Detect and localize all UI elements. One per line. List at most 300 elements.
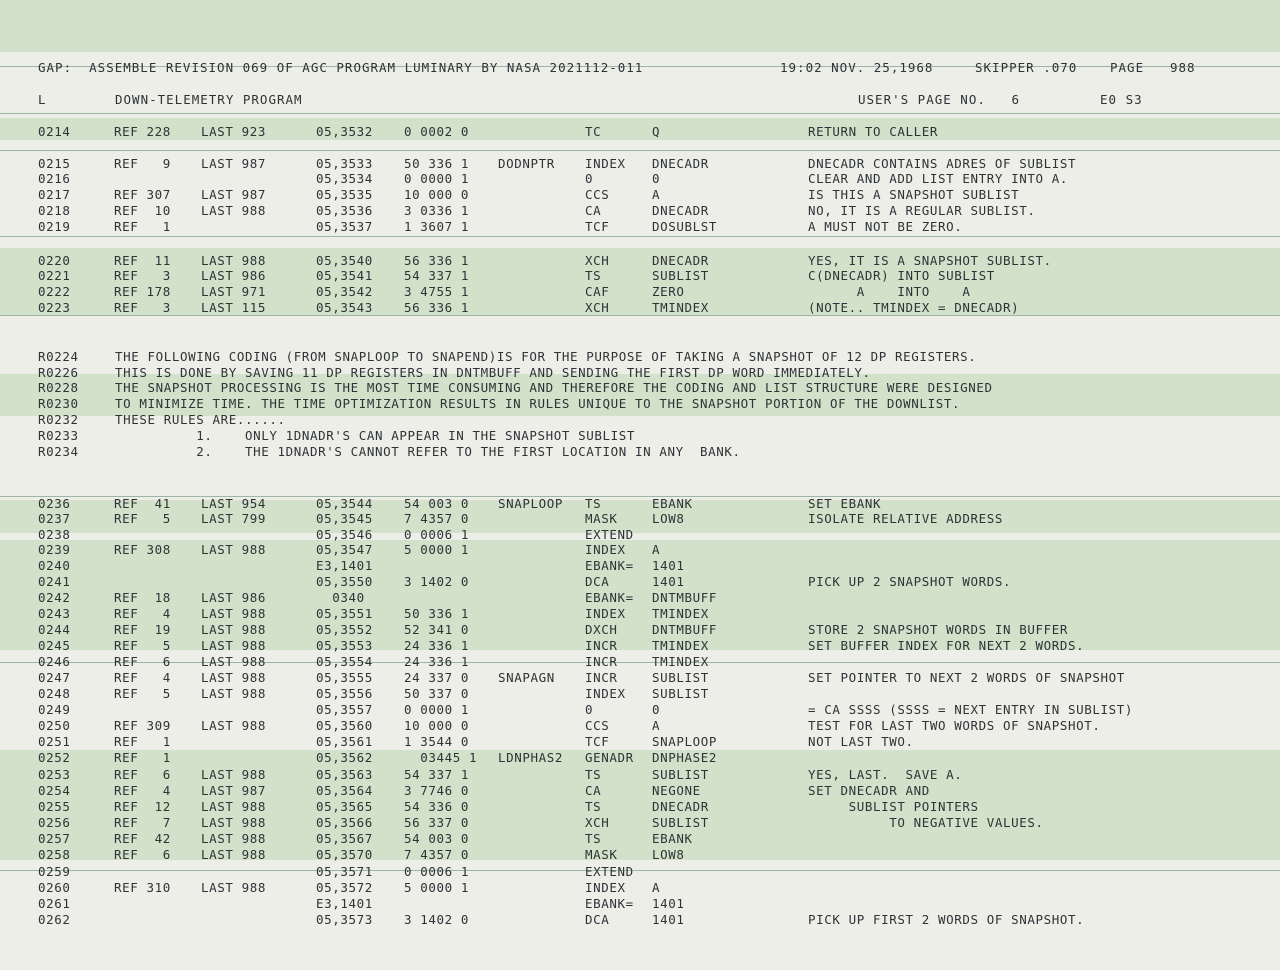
listing-arg: SNAPLOOP — [652, 734, 718, 749]
listing-cmt: PICK UP 2 SNAPSHOT WORDS. — [808, 574, 1012, 589]
listing-addr: 05,3537 — [316, 219, 373, 234]
listing-arg: 0 — [652, 171, 661, 186]
listing-arg: 1401 — [652, 912, 685, 927]
listing-arg: DNTMBUFF — [652, 590, 718, 605]
listing-op: TCF — [585, 734, 610, 749]
listing-ref: REF 12 — [114, 799, 171, 814]
listing-op: EBANK= — [585, 558, 634, 573]
listing-arg: SUBLIST — [652, 268, 709, 283]
eo-label: E0 S3 — [1100, 92, 1143, 107]
listing-code: 3 1402 0 — [404, 912, 470, 927]
listing-op: XCH — [585, 300, 610, 315]
listing-addr: E3,1401 — [316, 558, 373, 573]
listing-cmt: STORE 2 SNAPSHOT WORDS IN BUFFER — [808, 622, 1069, 637]
listing-num: 0236 — [38, 496, 71, 511]
listing-num: 0254 — [38, 783, 71, 798]
listing-text: TO MINIMIZE TIME. THE TIME OPTIMIZATION RESULTS IN RULES UNIQUE TO THE SNAPSHOT PORTION OF THE DOWNLIST. — [115, 396, 961, 411]
listing-cmt: YES, LAST. SAVE A. — [808, 767, 963, 782]
listing-op: TCF — [585, 219, 610, 234]
listing-addr: 05,3557 — [316, 702, 373, 717]
listing-row — [0, 219, 1280, 235]
listing-row — [0, 831, 1280, 847]
listing-op: CA — [585, 783, 602, 798]
listing-arg: A — [652, 187, 661, 202]
listing-op: TS — [585, 268, 602, 283]
listing-addr: 05,3540 — [316, 253, 373, 268]
listing-num: 0258 — [38, 847, 71, 862]
listing-op: TS — [585, 767, 602, 782]
listing-cmt: RETURN TO CALLER — [808, 124, 939, 139]
listing-addr: 05,3570 — [316, 847, 373, 862]
listing-ref: REF 4 — [114, 606, 171, 621]
listing-row — [0, 750, 1280, 766]
listing-code: 52 341 0 — [404, 622, 470, 637]
listing-code: 3 4755 1 — [404, 284, 470, 299]
listing-row — [0, 396, 1280, 412]
listing-op: CCS — [585, 187, 610, 202]
listing-row — [0, 590, 1280, 606]
listing-row — [0, 686, 1280, 702]
listing-row — [0, 654, 1280, 670]
listing-row — [0, 428, 1280, 444]
program-line: GAP: ASSEMBLE REVISION 069 OF AGC PROGRAM LUMINARY BY NASA 2021112-011 — [38, 60, 644, 75]
listing-code: 0 0006 1 — [404, 864, 470, 879]
listing-code: 0 0002 0 — [404, 124, 470, 139]
listing-arg: DOSUBLST — [652, 219, 718, 234]
listing-arg: SUBLIST — [652, 815, 709, 830]
listing-code: 0 0006 1 — [404, 527, 470, 542]
listing-label: LDNPHAS2 — [498, 750, 564, 765]
listing-addr: 05,3566 — [316, 815, 373, 830]
paper-band — [0, 0, 1280, 52]
listing-code: 7 4357 0 — [404, 847, 470, 862]
listing-op: 0 — [585, 171, 594, 186]
listing-num: 0250 — [38, 718, 71, 733]
listing-op: INDEX — [585, 156, 626, 171]
listing-num: 0245 — [38, 638, 71, 653]
listing-arg: DNPHASE2 — [652, 750, 718, 765]
listing-arg: DNECADR — [652, 203, 709, 218]
listing-cmt: SET BUFFER INDEX FOR NEXT 2 WORDS. — [808, 638, 1085, 653]
section-header — [0, 92, 1280, 108]
listing-code: 50 337 0 — [404, 686, 470, 701]
listing-last: LAST 988 — [201, 767, 267, 782]
listing-op: INDEX — [585, 606, 626, 621]
listing-code: 03445 1 — [404, 750, 478, 765]
listing-last: LAST 115 — [201, 300, 267, 315]
listing-row — [0, 783, 1280, 799]
listing-text: THE SNAPSHOT PROCESSING IS THE MOST TIME CONSUMING AND THEREFORE THE CODING AND LIST STRUCTURE WERE DESIGNED — [115, 380, 993, 395]
listing-row — [0, 799, 1280, 815]
listing-addr: 05,3536 — [316, 203, 373, 218]
listing-op: TS — [585, 831, 602, 846]
listing-ref: REF 309 — [114, 718, 171, 733]
listing-addr: 05,3543 — [316, 300, 373, 315]
listing-cmt: YES, IT IS A SNAPSHOT SUBLIST. — [808, 253, 1052, 268]
listing-last: LAST 923 — [201, 124, 267, 139]
listing-arg: ZERO — [652, 284, 685, 299]
listing-code: 1 3544 0 — [404, 734, 470, 749]
listing-code: 24 336 1 — [404, 654, 470, 669]
listing-num: R0224 — [38, 349, 79, 364]
listing-cmt: IS THIS A SNAPSHOT SUBLIST — [808, 187, 1020, 202]
listing-last: LAST 971 — [201, 284, 267, 299]
listing-last: LAST 986 — [201, 590, 267, 605]
listing-row — [0, 912, 1280, 928]
listing-text: 2. THE 1DNADR'S CANNOT REFER TO THE FIRST LOCATION IN ANY BANK. — [115, 444, 741, 459]
listing-num: 0241 — [38, 574, 71, 589]
listing-cmt: TEST FOR LAST TWO WORDS OF SNAPSHOT. — [808, 718, 1101, 733]
listing-row — [0, 284, 1280, 300]
listing-ref: REF 1 — [114, 734, 171, 749]
page-label: PAGE — [1110, 60, 1145, 75]
listing-num: 0242 — [38, 590, 71, 605]
listing-row — [0, 187, 1280, 203]
listing-row — [0, 734, 1280, 750]
listing-ref: REF 6 — [114, 847, 171, 862]
listing-cmt: DNECADR CONTAINS ADRES OF SUBLIST — [808, 156, 1077, 171]
listing-arg: LOW8 — [652, 511, 685, 526]
listing-row — [0, 124, 1280, 140]
listing-op: EBANK= — [585, 590, 634, 605]
listing-ref: REF 5 — [114, 686, 171, 701]
listing-last: LAST 987 — [201, 187, 267, 202]
listing-ref: REF 7 — [114, 815, 171, 830]
listing-code: 54 003 0 — [404, 831, 470, 846]
listing-code: 7 4357 0 — [404, 511, 470, 526]
listing-num: 0249 — [38, 702, 71, 717]
listing-arg: NEGONE — [652, 783, 701, 798]
listing-code: 0 0000 1 — [404, 702, 470, 717]
listing-addr: 05,3556 — [316, 686, 373, 701]
listing-op: CAF — [585, 284, 610, 299]
listing-cmt: (NOTE.. TMINDEX = DNECADR) — [808, 300, 1020, 315]
listing-row — [0, 496, 1280, 512]
listing-arg: SUBLIST — [652, 670, 709, 685]
listing-text: 1. ONLY 1DNADR'S CAN APPEAR IN THE SNAPSHOT SUBLIST — [115, 428, 636, 443]
listing-addr: 05,3572 — [316, 880, 373, 895]
listing-num: 0214 — [38, 124, 71, 139]
listing-addr: 0340 — [316, 590, 365, 605]
listing-op: EBANK= — [585, 896, 634, 911]
listing-num: 0238 — [38, 527, 71, 542]
listing-last: LAST 988 — [201, 670, 267, 685]
listing-addr: 05,3542 — [316, 284, 373, 299]
listing-op: MASK — [585, 511, 618, 526]
listing-row — [0, 542, 1280, 558]
listing-ref: REF 9 — [114, 156, 171, 171]
listing-row — [0, 558, 1280, 574]
listing-ref: REF 308 — [114, 542, 171, 557]
listing-code: 0 0000 1 — [404, 171, 470, 186]
listing-num: 0244 — [38, 622, 71, 637]
listing-op: INCR — [585, 638, 618, 653]
listing-row — [0, 847, 1280, 863]
listing-op: XCH — [585, 253, 610, 268]
listing-arg: LOW8 — [652, 847, 685, 862]
listing-last: LAST 988 — [201, 880, 267, 895]
listing-ref: REF 310 — [114, 880, 171, 895]
listing-last: LAST 988 — [201, 622, 267, 637]
listing-num: 0259 — [38, 864, 71, 879]
listing-addr: 05,3561 — [316, 734, 373, 749]
listing-text: THE FOLLOWING CODING (FROM SNAPLOOP TO SNAPEND)IS FOR THE PURPOSE OF TAKING A SNAPSHOT OF 12 DP REGISTERS. — [115, 349, 977, 364]
listing-num: 0243 — [38, 606, 71, 621]
listing-op: EXTEND — [585, 527, 634, 542]
listing-ref: REF 6 — [114, 767, 171, 782]
listing-cmt: SET EBANK — [808, 496, 882, 511]
listing-row — [0, 880, 1280, 896]
listing-num: 0220 — [38, 253, 71, 268]
listing-addr: 05,3554 — [316, 654, 373, 669]
listing-row — [0, 670, 1280, 686]
listing-num: 0240 — [38, 558, 71, 573]
listing-ref: REF 5 — [114, 638, 171, 653]
listing-row — [0, 574, 1280, 590]
listing-arg: DNECADR — [652, 253, 709, 268]
listing-cmt: A INTO A — [808, 284, 971, 299]
listing-num: R0228 — [38, 380, 79, 395]
listing-code: 5 0000 1 — [404, 542, 470, 557]
listing-row — [0, 444, 1280, 460]
listing-ref: REF 18 — [114, 590, 171, 605]
listing-addr: 05,3544 — [316, 496, 373, 511]
listing-addr: 05,3550 — [316, 574, 373, 589]
listing-cmt: TO NEGATIVE VALUES. — [808, 815, 1044, 830]
listing-addr: 05,3546 — [316, 527, 373, 542]
listing-row — [0, 412, 1280, 428]
listing-arg: A — [652, 718, 661, 733]
listing-arg: DNECADR — [652, 799, 709, 814]
listing-last: LAST 987 — [201, 783, 267, 798]
listing-addr: 05,3564 — [316, 783, 373, 798]
listing-op: INCR — [585, 654, 618, 669]
listing-last: LAST 988 — [201, 847, 267, 862]
listing-num: 0248 — [38, 686, 71, 701]
listing-addr: 05,3545 — [316, 511, 373, 526]
listing-num: 0262 — [38, 912, 71, 927]
listing-code: 56 336 1 — [404, 253, 470, 268]
listing-code: 24 336 1 — [404, 638, 470, 653]
listing-op: DXCH — [585, 622, 618, 637]
listing-op: DCA — [585, 912, 610, 927]
listing-cmt: CLEAR AND ADD LIST ENTRY INTO A. — [808, 171, 1069, 186]
listing-num: 0253 — [38, 767, 71, 782]
listing-last: LAST 988 — [201, 686, 267, 701]
listing-num: 0256 — [38, 815, 71, 830]
listing-arg: 1401 — [652, 558, 685, 573]
listing-row — [0, 896, 1280, 912]
listing-num: 0247 — [38, 670, 71, 685]
listing-op: TC — [585, 124, 602, 139]
listing-num: 0218 — [38, 203, 71, 218]
listing-code: 54 337 1 — [404, 767, 470, 782]
listing-num: 0255 — [38, 799, 71, 814]
listing-ref: REF 3 — [114, 300, 171, 315]
listing-addr: 05,3532 — [316, 124, 373, 139]
listing-num: 0261 — [38, 896, 71, 911]
listing-op: TS — [585, 799, 602, 814]
listing-arg: 0 — [652, 702, 661, 717]
section-mark: L — [38, 92, 47, 107]
listing-last: LAST 988 — [201, 542, 267, 557]
listing-addr: 05,3573 — [316, 912, 373, 927]
paper-rule — [0, 150, 1280, 151]
users-page-number: USER'S PAGE NO. 6 — [858, 92, 1020, 107]
listing-arg: Q — [652, 124, 661, 139]
paper-rule — [0, 236, 1280, 237]
listing-op: INDEX — [585, 542, 626, 557]
listing-op: DCA — [585, 574, 610, 589]
listing-ref: REF 178 — [114, 284, 171, 299]
listing-num: R0232 — [38, 412, 79, 427]
listing-arg: SUBLIST — [652, 767, 709, 782]
listing-row — [0, 511, 1280, 527]
listing-arg: TMINDEX — [652, 300, 709, 315]
listing-num: R0234 — [38, 444, 79, 459]
listing-row — [0, 203, 1280, 219]
listing-last: LAST 988 — [201, 203, 267, 218]
listing-arg: EBANK — [652, 496, 693, 511]
listing-addr: 05,3552 — [316, 622, 373, 637]
listing-code: 10 000 0 — [404, 187, 470, 202]
listing-addr: 05,3565 — [316, 799, 373, 814]
listing-row — [0, 268, 1280, 284]
listing-num: 0217 — [38, 187, 71, 202]
listing-text: THESE RULES ARE...... — [115, 412, 286, 427]
listing-num: 0215 — [38, 156, 71, 171]
listing-cmt: A MUST NOT BE ZERO. — [808, 219, 963, 234]
listing-num: R0230 — [38, 396, 79, 411]
listing-addr: 05,3553 — [316, 638, 373, 653]
listing-cmt: SET POINTER TO NEXT 2 WORDS OF SNAPSHOT — [808, 670, 1125, 685]
listing-addr: 05,3551 — [316, 606, 373, 621]
listing-ref: REF 11 — [114, 253, 171, 268]
listing-num: 0239 — [38, 542, 71, 557]
listing-code: 50 336 1 — [404, 606, 470, 621]
listing-cmt: SET DNECADR AND — [808, 783, 930, 798]
listing-code: 3 1402 0 — [404, 574, 470, 589]
listing-ref: REF 5 — [114, 511, 171, 526]
listing-ref: REF 1 — [114, 219, 171, 234]
listing-last: LAST 954 — [201, 496, 267, 511]
listing-code: 56 336 1 — [404, 300, 470, 315]
listing-code: 54 336 0 — [404, 799, 470, 814]
listing-num: 0252 — [38, 750, 71, 765]
listing-arg: SUBLIST — [652, 686, 709, 701]
listing-code: 3 0336 1 — [404, 203, 470, 218]
listing-arg: DNTMBUFF — [652, 622, 718, 637]
paper-rule — [0, 113, 1280, 114]
listing-code: 1 3607 1 — [404, 219, 470, 234]
listing-addr: 05,3533 — [316, 156, 373, 171]
listing-text: THIS IS DONE BY SAVING 11 DP REGISTERS IN DNTMBUFF AND SENDING THE FIRST DP WORD IMMEDIATELY. — [115, 365, 871, 380]
listing-last: LAST 799 — [201, 511, 267, 526]
listing-ref: REF 10 — [114, 203, 171, 218]
listing-label: DODNPTR — [498, 156, 555, 171]
listing-op: INDEX — [585, 880, 626, 895]
listing-op: MASK — [585, 847, 618, 862]
listing-arg: A — [652, 880, 661, 895]
listing-addr: 05,3562 — [316, 750, 373, 765]
listing-code: 56 337 0 — [404, 815, 470, 830]
page-number: 988 — [1170, 60, 1196, 75]
listing-row — [0, 365, 1280, 381]
listing-row — [0, 815, 1280, 831]
listing-last: LAST 986 — [201, 268, 267, 283]
listing-row — [0, 527, 1280, 543]
listing-num: 0216 — [38, 171, 71, 186]
listing-addr: 05,3534 — [316, 171, 373, 186]
listing-op: GENADR — [585, 750, 634, 765]
listing-row — [0, 864, 1280, 880]
listing-code: 5 0000 1 — [404, 880, 470, 895]
listing-arg: DNECADR — [652, 156, 709, 171]
listing-num: R0233 — [38, 428, 79, 443]
listing-addr: 05,3541 — [316, 268, 373, 283]
timestamp: 19:02 NOV. 25,1968 — [780, 60, 934, 75]
listing-row — [0, 253, 1280, 269]
listing-last: LAST 988 — [201, 654, 267, 669]
listing-last: LAST 988 — [201, 831, 267, 846]
listing-code: 54 337 1 — [404, 268, 470, 283]
listing-addr: 05,3560 — [316, 718, 373, 733]
listing-addr: 05,3547 — [316, 542, 373, 557]
listing-addr: 05,3563 — [316, 767, 373, 782]
listing-row — [0, 638, 1280, 654]
listing-ref: REF 4 — [114, 783, 171, 798]
listing-arg: TMINDEX — [652, 606, 709, 621]
listing-addr: 05,3567 — [316, 831, 373, 846]
listing-last: LAST 988 — [201, 718, 267, 733]
listing-ref: REF 4 — [114, 670, 171, 685]
listing-cmt: ISOLATE RELATIVE ADDRESS — [808, 511, 1004, 526]
listing-row — [0, 767, 1280, 783]
listing-arg: EBANK — [652, 831, 693, 846]
listing-op: EXTEND — [585, 864, 634, 879]
listing-last: LAST 987 — [201, 156, 267, 171]
listing-op: XCH — [585, 815, 610, 830]
listing-cmt: PICK UP FIRST 2 WORDS OF SNAPSHOT. — [808, 912, 1085, 927]
listing-cmt: = CA SSSS (SSSS = NEXT ENTRY IN SUBLIST) — [808, 702, 1134, 717]
listing-ref: REF 228 — [114, 124, 171, 139]
listing-op: CA — [585, 203, 602, 218]
listing-num: 0246 — [38, 654, 71, 669]
listing-last: LAST 988 — [201, 606, 267, 621]
listing-row — [0, 349, 1280, 365]
listing-op: INCR — [585, 670, 618, 685]
skipper-label: SKIPPER .070 — [975, 60, 1078, 75]
listing-addr: 05,3555 — [316, 670, 373, 685]
listing-num: 0237 — [38, 511, 71, 526]
listing-arg: 1401 — [652, 896, 685, 911]
section-title: DOWN-TELEMETRY PROGRAM — [115, 92, 303, 107]
listing-row — [0, 718, 1280, 734]
listing-ref: REF 3 — [114, 268, 171, 283]
listing-op: INDEX — [585, 686, 626, 701]
listing-last: LAST 988 — [201, 799, 267, 814]
listing-num: 0221 — [38, 268, 71, 283]
listing-arg: TMINDEX — [652, 654, 709, 669]
listing-row — [0, 171, 1280, 187]
listing-num: 0251 — [38, 734, 71, 749]
listing-row — [0, 300, 1280, 316]
listing-num: 0260 — [38, 880, 71, 895]
listing-last: LAST 988 — [201, 253, 267, 268]
listing-code: 24 337 0 — [404, 670, 470, 685]
listing-num: R0226 — [38, 365, 79, 380]
listing-last: LAST 988 — [201, 815, 267, 830]
